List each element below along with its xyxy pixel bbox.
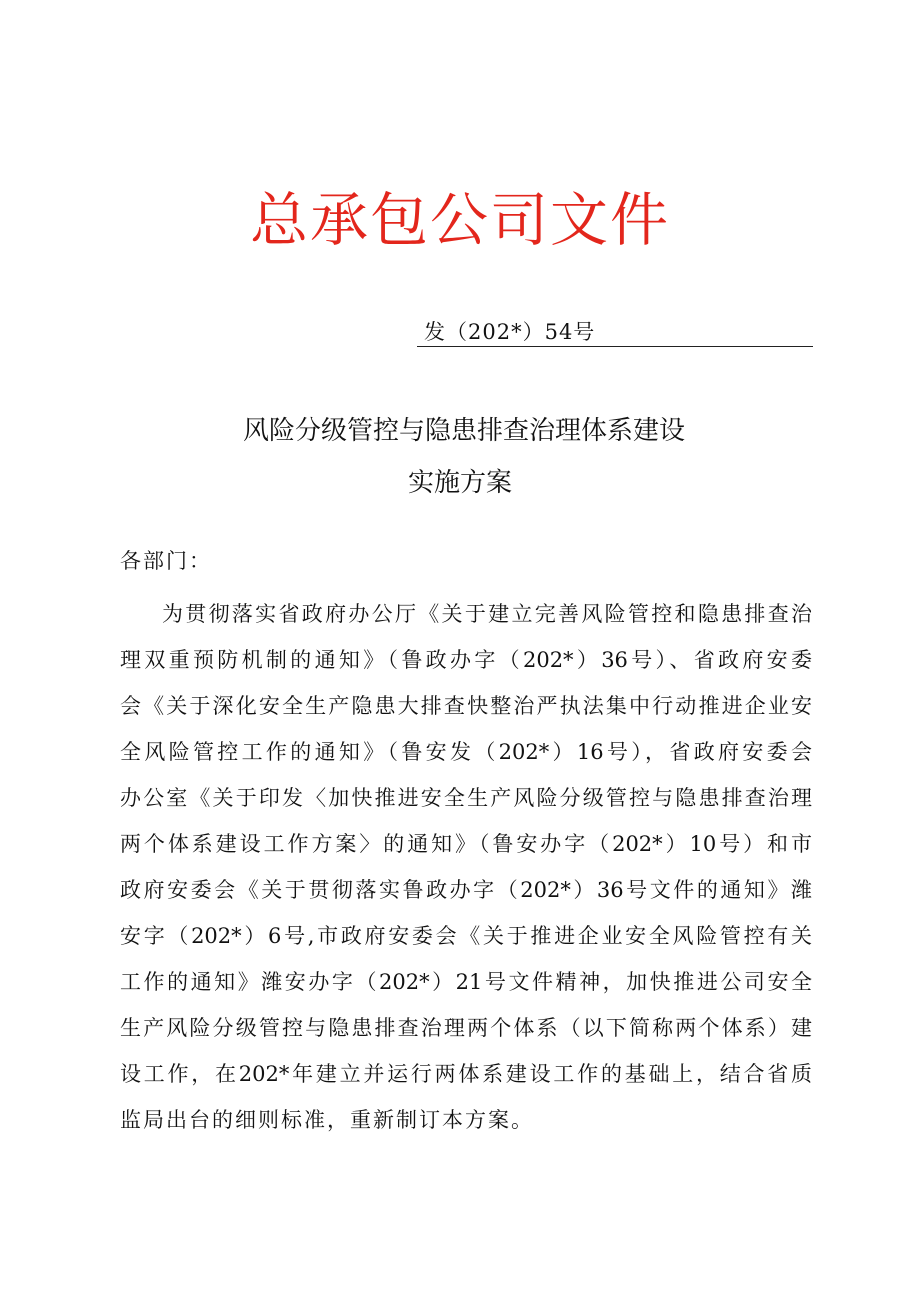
body-line: 两个体系建设工作方案〉的通知》（鲁安办字（202*）10号）和市	[120, 832, 812, 856]
body-line: 安字（202*）6号,市政府安委会《关于推进企业安全风险管控有关	[120, 924, 812, 948]
salutation: 各部门：	[120, 549, 212, 573]
body-line: 全风险管控工作的通知》（鲁安发（202*）16号），省政府安委会	[120, 740, 812, 764]
document-title-line-1: 风险分级管控与隐患排查治理体系建设	[242, 416, 685, 446]
body-line: 政府安委会《关于贯彻落实鲁政办字（202*）36号文件的通知》潍	[120, 878, 812, 902]
body-line: 办公室《关于印发〈加快推进安全生产风险分级管控与隐患排查治理	[120, 786, 812, 810]
body-line: 会《关于深化安全生产隐患大排查快整治严执法集中行动推进企业安	[120, 694, 812, 718]
body-line: 设工作，在202*年建立并运行两体系建设工作的基础上，结合省质	[120, 1062, 812, 1086]
body-paragraph	[120, 591, 812, 1143]
document-title-line-2: 实施方案	[407, 468, 512, 498]
body-line: 生产风险分级管控与隐患排查治理两个体系（以下简称两个体系）建	[120, 1016, 812, 1040]
header-divider	[417, 346, 813, 347]
document-header-title: 总承包公司文件	[249, 186, 670, 254]
body-line: 为贯彻落实省政府办公厅《关于建立完善风险管控和隐患排查治	[162, 602, 812, 626]
body-line: 工作的通知》潍安办字（202*）21号文件精神，加快推进公司安全	[120, 970, 812, 994]
document-number: 发（202*）54号	[424, 320, 596, 344]
body-line: 监局出台的细则标准，重新制订本方案。	[120, 1108, 534, 1132]
body-line: 理双重预防机制的通知》（鲁政办字（202*）36号）、省政府安委	[120, 648, 812, 672]
